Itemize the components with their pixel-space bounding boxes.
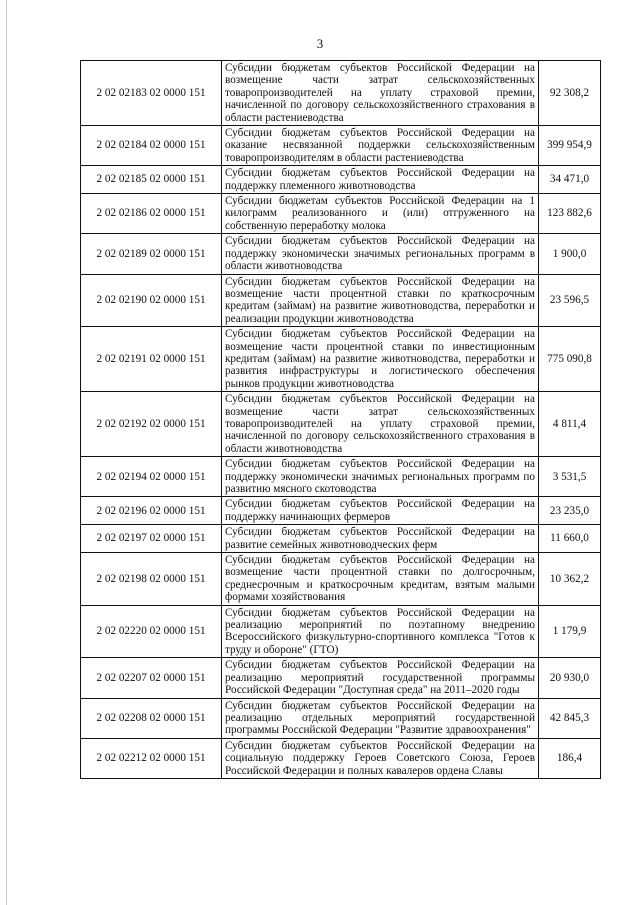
description-cell: Субсидии бюджетам субъектов Российской Федерации на поддержку экономически значимых региональных программ по развитию мясного скотоводства	[222, 457, 539, 497]
description-cell: Субсидии бюджетам субъектов Российской Федерации на поддержку экономически значимых региональных программ в области животноводства	[222, 234, 539, 274]
amount-cell: 20 930,0	[539, 658, 601, 698]
budget-code-cell: 2 02 02185 02 0000 151	[81, 166, 222, 194]
description-cell: Субсидии бюджетам субъектов Российской Федерации на 1 килограмм реализованного и (или) отгруженного на собственную переработку молока	[222, 194, 539, 234]
amount-cell: 42 845,3	[539, 698, 601, 738]
table-row	[81, 126, 601, 166]
amount-cell: 4 811,4	[539, 392, 601, 457]
table-row	[81, 525, 601, 553]
table-row	[81, 166, 601, 194]
amount-cell: 11 660,0	[539, 525, 601, 553]
budget-code-cell: 2 02 02198 02 0000 151	[81, 553, 222, 606]
table-row	[81, 194, 601, 234]
amount-cell: 1 900,0	[539, 234, 601, 274]
scan-margin-line	[6, 0, 7, 905]
table-row	[81, 658, 601, 698]
description-cell: Субсидии бюджетам субъектов Российской Федерации на развитие семейных животноводческих ферм	[222, 525, 539, 553]
description-cell: Субсидии бюджетам субъектов Российской Федерации на реализацию мероприятий по поэтапному внедрению Всероссийского физкультурно-спортивного комплекса "Готов к труду и обороне" (ГТО)	[222, 605, 539, 658]
budget-code-cell: 2 02 02207 02 0000 151	[81, 658, 222, 698]
budget-code-cell: 2 02 02186 02 0000 151	[81, 194, 222, 234]
budget-code-cell: 2 02 02196 02 0000 151	[81, 497, 222, 525]
table-row	[81, 553, 601, 606]
table-row	[81, 457, 601, 497]
description-cell: Субсидии бюджетам субъектов Российской Федерации на поддержку племенного животноводства	[222, 166, 539, 194]
description-cell: Субсидии бюджетам субъектов Российской Федерации на социальную поддержку Героев Советского Союза, Героев Российской Федерации и полных кавалеров ордена Славы	[222, 738, 539, 778]
budget-code-cell: 2 02 02194 02 0000 151	[81, 457, 222, 497]
amount-cell: 1 179,9	[539, 605, 601, 658]
page-number: 3	[316, 36, 324, 51]
amount-cell: 10 362,2	[539, 553, 601, 606]
description-cell: Субсидии бюджетам субъектов Российской Федерации на оказание несвязанной поддержки сельскохозяйственным товаропроизводителям в области растениеводства	[222, 126, 539, 166]
budget-code-cell: 2 02 02183 02 0000 151	[81, 61, 222, 126]
table-row	[81, 234, 601, 274]
table-body	[81, 61, 601, 779]
amount-cell: 23 596,5	[539, 274, 601, 327]
budget-code-cell: 2 02 02197 02 0000 151	[81, 525, 222, 553]
budget-code-cell: 2 02 02220 02 0000 151	[81, 605, 222, 658]
table-row	[81, 605, 601, 658]
description-cell: Субсидии бюджетам субъектов Российской Федерации на возмещение части процентной ставки по краткосрочным кредитам (займам) на развитие животноводства, переработки и реализации продукции животноводства	[222, 274, 539, 327]
budget-code-cell: 2 02 02208 02 0000 151	[81, 698, 222, 738]
table-row	[81, 274, 601, 327]
budget-code-cell: 2 02 02191 02 0000 151	[81, 327, 222, 392]
table-row	[81, 738, 601, 778]
description-cell: Субсидии бюджетам субъектов Российской Федерации на возмещение части процентной ставки по инвестиционным кредитам (займам) на развитие животноводства, переработки и развития инфраструктуры и логистического обеспечения рынков продукции животноводства	[222, 327, 539, 392]
budget-code-cell: 2 02 02212 02 0000 151	[81, 738, 222, 778]
budget-revenue-table	[80, 60, 601, 779]
budget-code-cell: 2 02 02192 02 0000 151	[81, 392, 222, 457]
table-row	[81, 392, 601, 457]
table-row	[81, 497, 601, 525]
description-cell: Субсидии бюджетам субъектов Российской Федерации на возмещение части затрат сельскохозяйственных товаропроизводителей на уплату страховой премии, начисленной по договору сельскохозяйственного страхования в области растениеводства	[222, 61, 539, 126]
amount-cell: 92 308,2	[539, 61, 601, 126]
amount-cell: 3 531,5	[539, 457, 601, 497]
amount-cell: 23 235,0	[539, 497, 601, 525]
table-row	[81, 698, 601, 738]
amount-cell: 186,4	[539, 738, 601, 778]
description-cell: Субсидии бюджетам субъектов Российской Федерации на реализацию отдельных мероприятий государственной программы Российской Федерации "Развитие здравоохранения"	[222, 698, 539, 738]
table-row	[81, 327, 601, 392]
description-cell: Субсидии бюджетам субъектов Российской Федерации на возмещение части затрат сельскохозяйственных товаропроизводителей на уплату страховой премии, начисленной по договору сельскохозяйственного страхования в области животноводства	[222, 392, 539, 457]
budget-code-cell: 2 02 02184 02 0000 151	[81, 126, 222, 166]
description-cell: Субсидии бюджетам субъектов Российской Федерации на реализацию мероприятий государственной программы Российской Федерации "Доступная среда" на 2011–2020 годы	[222, 658, 539, 698]
amount-cell: 34 471,0	[539, 166, 601, 194]
description-cell: Субсидии бюджетам субъектов Российской Федерации на возмещение части процентной ставки по долгосрочным, среднесрочным и краткосрочным кредитам, взятым малыми формами хозяйствования	[222, 553, 539, 606]
amount-cell: 399 954,9	[539, 126, 601, 166]
budget-code-cell: 2 02 02189 02 0000 151	[81, 234, 222, 274]
budget-code-cell: 2 02 02190 02 0000 151	[81, 274, 222, 327]
description-cell: Субсидии бюджетам субъектов Российской Федерации на поддержку начинающих фермеров	[222, 497, 539, 525]
amount-cell: 775 090,8	[539, 327, 601, 392]
amount-cell: 123 882,6	[539, 194, 601, 234]
table-row	[81, 61, 601, 126]
